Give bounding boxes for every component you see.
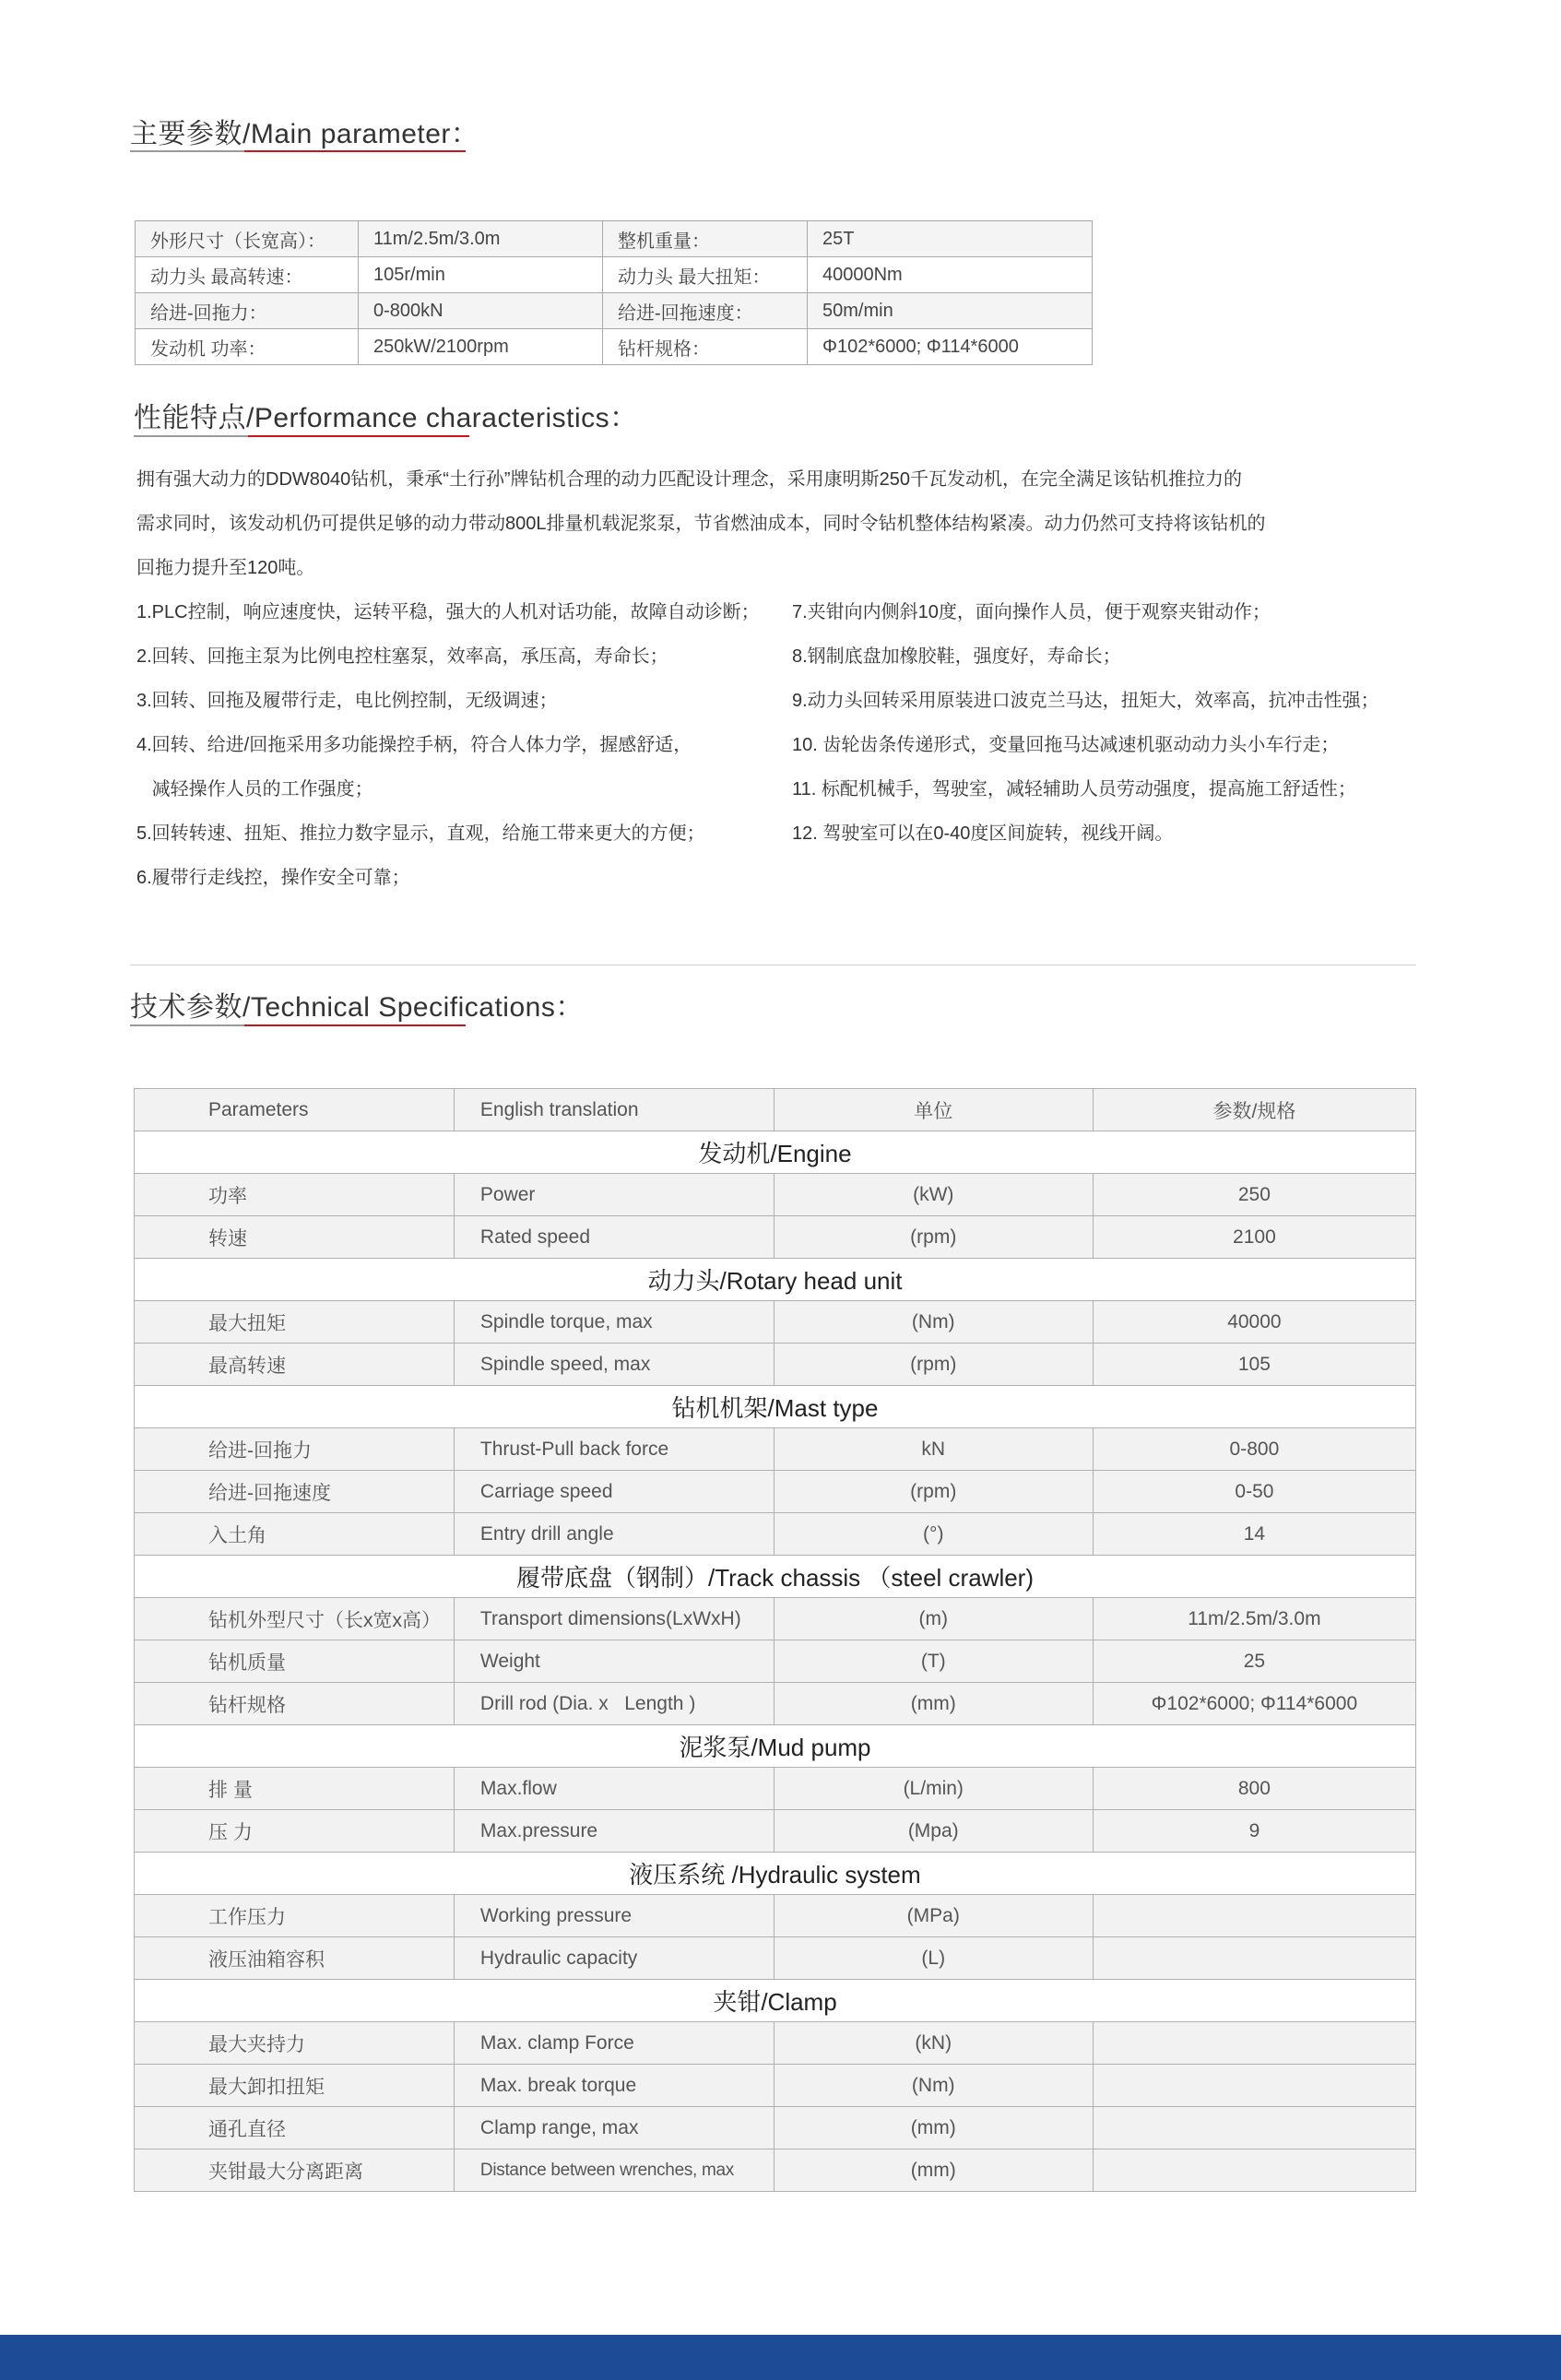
group-title: 发动机/Engine <box>135 1131 1416 1174</box>
param-value: 0-800kN <box>359 293 603 329</box>
param-label: 外形尺寸（长宽高）： <box>136 221 359 257</box>
feature-item: 3.回转、回拖及履带行走，电比例控制，无级调速； <box>136 691 558 711</box>
table-row <box>135 1640 1416 1683</box>
cell-param: 通孔直径 <box>135 2107 455 2149</box>
cell-value: 800 <box>1093 1768 1415 1810</box>
title-underline-gray <box>130 1024 244 1026</box>
intro-paragraph-line: 需求同时，该发动机仍可提供足够的动力带动800L排量机载泥浆泵，节省燃油成本，同时令钻机整体结构紧凑。动力仍然可支持将该钻机的 <box>136 514 1266 534</box>
cell-english: Thrust-Pull back force <box>454 1428 774 1471</box>
table-row <box>135 2022 1416 2065</box>
group-row <box>135 1556 1416 1598</box>
cell-english: Max. clamp Force <box>454 2022 774 2065</box>
cell-param: 最大卸扣扭矩 <box>135 2065 455 2107</box>
group-title: 履带底盘（钢制）/Track chassis （steel crawler) <box>135 1556 1416 1598</box>
cell-english: Power <box>454 1174 774 1216</box>
group-title: 夹钳/Clamp <box>135 1980 1416 2022</box>
cell-unit: (T) <box>774 1640 1093 1683</box>
table-row <box>136 257 1093 293</box>
cell-value <box>1093 1895 1415 1937</box>
cell-value: 2100 <box>1093 1216 1415 1259</box>
cell-unit: (mm) <box>774 2149 1093 2192</box>
cell-value: 0-800 <box>1093 1428 1415 1471</box>
cell-unit: (kW) <box>774 1174 1093 1216</box>
cell-english: Spindle torque, max <box>454 1301 774 1344</box>
cell-value: 105 <box>1093 1344 1415 1386</box>
cell-unit: (rpm) <box>774 1471 1093 1513</box>
cell-unit: (mm) <box>774 2107 1093 2149</box>
cell-param: 钻机外型尺寸（长x宽x高） <box>135 1598 455 1640</box>
cell-value: 40000 <box>1093 1301 1415 1344</box>
param-label: 钻杆规格： <box>603 329 808 365</box>
table-row <box>135 1683 1416 1725</box>
group-row <box>135 1259 1416 1301</box>
group-title: 液压系统 /Hydraulic system <box>135 1853 1416 1895</box>
cell-english: Rated speed <box>454 1216 774 1259</box>
cell-english: Max.pressure <box>454 1810 774 1853</box>
feature-item: 1.PLC控制，响应速度快，运转平稳，强大的人机对话功能，故障自动诊断； <box>136 602 760 622</box>
table-header-row <box>135 1089 1416 1131</box>
table-row <box>135 1471 1416 1513</box>
param-value: 250kW/2100rpm <box>359 329 603 365</box>
param-label: 给进-回拖速度： <box>603 293 808 329</box>
cell-unit: (°) <box>774 1513 1093 1556</box>
intro-paragraph-line: 拥有强大动力的DDW8040钻机，秉承“土行孙”牌钻机合理的动力匹配设计理念，采用康明斯250千瓦发动机，在完全满足该钻机推拉力的 <box>136 469 1242 490</box>
cell-english: Distance between wrenches, max <box>454 2149 774 2192</box>
table-row <box>136 221 1093 257</box>
cell-unit: (MPa) <box>774 1895 1093 1937</box>
cell-value: 11m/2.5m/3.0m <box>1093 1598 1415 1640</box>
table-row <box>135 2149 1416 2192</box>
param-label: 动力头 最高转速： <box>136 257 359 293</box>
table-row <box>135 2065 1416 2107</box>
table-row <box>135 1428 1416 1471</box>
feature-item: 12. 驾驶室可以在0-40度区间旋转，视线开阔。 <box>792 823 1174 844</box>
cell-value <box>1093 2065 1415 2107</box>
cell-english: Clamp range, max <box>454 2107 774 2149</box>
param-value: 50m/min <box>808 293 1093 329</box>
technical-title: 技术参数/Technical Specifications： <box>130 992 584 1023</box>
cell-english: Max. break torque <box>454 2065 774 2107</box>
cell-value: 25 <box>1093 1640 1415 1683</box>
cell-value: Φ102*6000; Φ114*6000 <box>1093 1683 1415 1725</box>
feature-item: 5.回转转速、扭矩、推拉力数字显示，直观，给施工带来更大的方便； <box>136 823 705 844</box>
table-row <box>135 1937 1416 1980</box>
param-value: 11m/2.5m/3.0m <box>359 221 603 257</box>
table-row <box>135 1598 1416 1640</box>
cell-param: 功率 <box>135 1174 455 1216</box>
cell-unit: (L) <box>774 1937 1093 1980</box>
column-header: Parameters <box>135 1089 455 1131</box>
group-row <box>135 1980 1416 2022</box>
cell-unit: (kN) <box>774 2022 1093 2065</box>
cell-param: 给进-回拖力 <box>135 1428 455 1471</box>
table-row <box>135 1174 1416 1216</box>
cell-unit: (Nm) <box>774 2065 1093 2107</box>
table-row <box>135 2107 1416 2149</box>
cell-english: Working pressure <box>454 1895 774 1937</box>
cell-param: 排 量 <box>135 1768 455 1810</box>
group-row <box>135 1131 1416 1174</box>
feature-item: 9.动力头回转采用原装进口波克兰马达，扭矩大，效率高，抗冲击性强； <box>792 691 1379 711</box>
main-parameter-title: 主要参数/Main parameter： <box>130 119 479 149</box>
cell-english: Transport dimensions(LxWxH) <box>454 1598 774 1640</box>
technical-spec-table <box>134 1088 1416 2192</box>
cell-unit: (Mpa) <box>774 1810 1093 1853</box>
column-header: English translation <box>454 1089 774 1131</box>
param-value: Φ102*6000; Φ114*6000 <box>808 329 1093 365</box>
group-title: 泥浆泵/Mud pump <box>135 1725 1416 1768</box>
title-underline-red <box>244 150 466 152</box>
table-row <box>135 1513 1416 1556</box>
group-row <box>135 1386 1416 1428</box>
table-row <box>135 1810 1416 1853</box>
param-label: 发动机 功率： <box>136 329 359 365</box>
title-underline-red <box>248 435 469 437</box>
group-row <box>135 1725 1416 1768</box>
cell-value: 250 <box>1093 1174 1415 1216</box>
group-title: 钻机机架/Mast type <box>135 1386 1416 1428</box>
title-underline-gray <box>134 435 248 437</box>
table-row <box>136 329 1093 365</box>
cell-param: 压 力 <box>135 1810 455 1853</box>
feature-item: 11. 标配机械手，驾驶室，减轻辅助人员劳动强度，提高施工舒适性； <box>792 779 1356 799</box>
cell-param: 钻杆规格 <box>135 1683 455 1725</box>
cell-value: 9 <box>1093 1810 1415 1853</box>
title-underline-gray <box>130 150 244 152</box>
cell-unit: kN <box>774 1428 1093 1471</box>
feature-item: 6.履带行走线控，操作安全可靠； <box>136 868 410 888</box>
table-row <box>135 1344 1416 1386</box>
cell-unit: (L/min) <box>774 1768 1093 1810</box>
cell-param: 液压油箱容积 <box>135 1937 455 1980</box>
table-row <box>135 1216 1416 1259</box>
feature-item: 8.钢制底盘加橡胶鞋，强度好，寿命长； <box>792 646 1121 667</box>
cell-unit: (m) <box>774 1598 1093 1640</box>
cell-unit: (rpm) <box>774 1344 1093 1386</box>
cell-value <box>1093 2022 1415 2065</box>
cell-english: Entry drill angle <box>454 1513 774 1556</box>
cell-param: 最大夹持力 <box>135 2022 455 2065</box>
table-row <box>136 293 1093 329</box>
performance-title: 性能特点/Performance characteristics： <box>134 403 638 433</box>
column-header: 单位 <box>774 1089 1093 1131</box>
cell-param: 夹钳最大分离距离 <box>135 2149 455 2192</box>
feature-item: 7.夹钳向内侧斜10度，面向操作人员，便于观察夹钳动作； <box>792 602 1271 622</box>
main-parameter-table <box>135 220 1093 365</box>
cell-value <box>1093 1937 1415 1980</box>
group-title: 动力头/Rotary head unit <box>135 1259 1416 1301</box>
cell-english: Drill rod (Dia. x Length ) <box>454 1683 774 1725</box>
cell-english: Carriage speed <box>454 1471 774 1513</box>
column-header: 参数/规格 <box>1093 1089 1415 1131</box>
param-value: 25T <box>808 221 1093 257</box>
param-value: 105r/min <box>359 257 603 293</box>
cell-unit: (Nm) <box>774 1301 1093 1344</box>
intro-paragraph-line: 回拖力提升至120吨。 <box>136 558 315 578</box>
cell-english: Spindle speed, max <box>454 1344 774 1386</box>
cell-param: 最高转速 <box>135 1344 455 1386</box>
cell-english: Hydraulic capacity <box>454 1937 774 1980</box>
feature-item: 2.回转、回拖主泵为比例电控柱塞泵，效率高，承压高，寿命长； <box>136 646 668 667</box>
feature-item: 减轻操作人员的工作强度； <box>136 779 373 799</box>
cell-value <box>1093 2107 1415 2149</box>
cell-english: Max.flow <box>454 1768 774 1810</box>
cell-value <box>1093 2149 1415 2192</box>
cell-unit: (mm) <box>774 1683 1093 1725</box>
cell-english: Weight <box>454 1640 774 1683</box>
cell-param: 钻机质量 <box>135 1640 455 1683</box>
cell-param: 工作压力 <box>135 1895 455 1937</box>
table-row <box>135 1301 1416 1344</box>
group-row <box>135 1853 1416 1895</box>
table-row <box>135 1768 1416 1810</box>
cell-param: 最大扭矩 <box>135 1301 455 1344</box>
param-value: 40000Nm <box>808 257 1093 293</box>
cell-value: 14 <box>1093 1513 1415 1556</box>
feature-item: 10. 齿轮齿条传递形式，变量回拖马达减速机驱动动力头小车行走； <box>792 735 1340 755</box>
param-label: 给进-回拖力： <box>136 293 359 329</box>
cell-value: 0-50 <box>1093 1471 1415 1513</box>
title-underline-red <box>244 1024 466 1026</box>
param-label: 动力头 最大扭矩： <box>603 257 808 293</box>
table-row <box>135 1895 1416 1937</box>
feature-item: 4.回转、给进/回拖采用多功能操控手柄，符合人体力学，握感舒适， <box>136 735 692 755</box>
cell-param: 给进-回拖速度 <box>135 1471 455 1513</box>
cell-unit: (rpm) <box>774 1216 1093 1259</box>
footer-bar <box>0 2335 1561 2380</box>
cell-param: 转速 <box>135 1216 455 1259</box>
cell-param: 入土角 <box>135 1513 455 1556</box>
param-label: 整机重量： <box>603 221 808 257</box>
